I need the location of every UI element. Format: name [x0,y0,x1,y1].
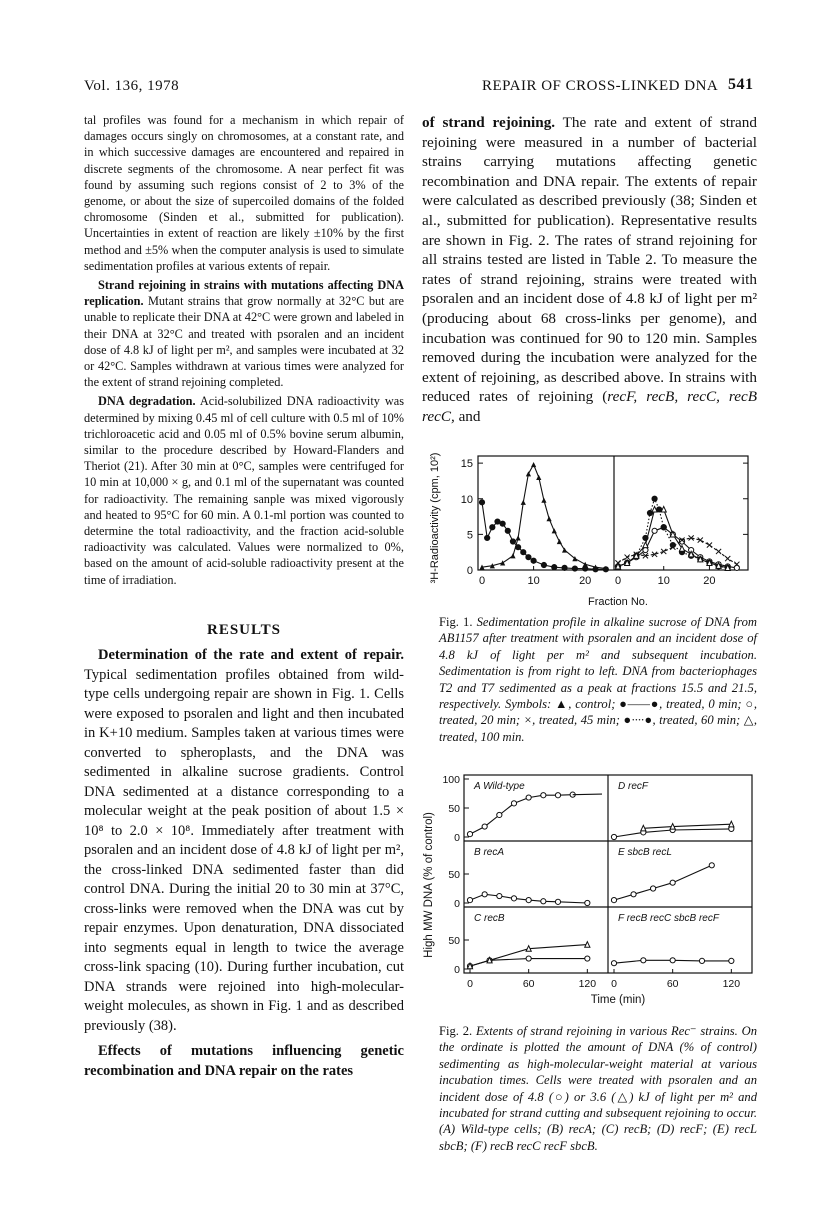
fig1-data-point [521,500,526,505]
fig2-data-point [526,795,531,800]
fig1-data-point [541,562,546,567]
fig1-data-point [643,542,648,548]
fig2-xlabel: Time (min) [590,994,646,1006]
fig1-data-point [510,539,515,544]
fig1-data-point [510,553,515,558]
fig1-data-point [661,549,666,554]
fig2-data-point [699,958,704,963]
fig1-ytick-label: 10 [460,493,473,506]
fig1-data-point [652,496,657,501]
fig2-data-point [611,898,616,903]
fig1-data-point [583,566,588,571]
fig1-data-point [546,516,551,521]
fig1-data-point [557,539,562,544]
fig2-data-point [641,958,646,963]
heading-degradation: DNA degradation. [98,394,196,409]
fig1-data-point [572,566,577,571]
fig1-data-point [516,545,521,550]
heading-mutations: Effects of mutations influencing genetic recombination and DNA repair on the rates [84,1043,404,1079]
fig2-data-point [555,899,560,904]
paragraph-rate-extent: Determination of the rate and extent of repair. Typical sedimentation profiles obtained from wild-type cells undergoing repair are shown in Fig. 1. Cells were exposed to psoralen and light and then incubated in K+10 medium. Samples taken at various times were converted to spheroplasts, and the DNA was sedimented in alkaline sucrose gradients. Control DNA sedimented at a distance corresponding to a molecular weight at the peak position of about 1.5 × 10⁸ to 2.0 × 10⁸. Immediately after treatment with psoralen and an incident dose of 4.8 kJ of light per m², the cross-linked DNA sedimented faster than did control DNA. During the initial 20 to 30 min at 37°C, cross-links were removed when the DNA was cut by repair enzymes. Upon denaturation, DNA dissociated into segments equal in length to twice the average cross-link spacing (10). During further incubation, cut DNA strands were rejoined into high-molecular-weight molecules, as shown in Fig. 1 and as described previously (38). [84,647,404,1034]
fig2-data-point [729,958,734,963]
fig2-data-point [541,899,546,904]
fig2-xtick-label: 120 [722,978,741,990]
fig2-data-point [670,880,675,885]
fig2-data-point [611,961,616,966]
left-column [84,112,404,1081]
fig2-caption-label: Fig. 2. [439,1024,473,1038]
fig1-ytick-label: 0 [466,565,473,577]
running-header-volume: Vol. 136, 1978 [84,78,180,94]
fig1-frame [478,456,748,570]
fig1-data-point [526,555,531,560]
fig2-ytick-label: 100 [442,774,460,786]
fig1-data-point [652,506,657,512]
fig2-xtick-label: 60 [522,978,535,990]
fig2-data-point [497,893,502,898]
fig2-panel-label: C recB [474,913,505,924]
fig2-data-point [482,892,487,897]
fig1-xtick-left-label: 10 [527,575,540,587]
fig1-data-point [725,556,730,561]
fig2-ytick-label: 50 [448,935,460,947]
fig1-ytick-label: 5 [466,529,473,542]
fig2-data-point [541,793,546,798]
fig1-data-point [536,475,541,480]
fig1-xtick-right-label: 0 [614,575,622,587]
figure-2 [418,773,763,1028]
paragraph-replication: Strand rejoining in strains with mutations affecting DNA replication. Mutant strains that grow normally at 32°C but are unable to replicate their DNA at 42°C were grown and labeled in their DNA at 32°C and treated with psoralen and an incident dose of 4.8 kJ of light per m², and samples were incubated at 32 or 42°C. Samples withdrawn at various times were analyzed for the extent of strand rejoining completed. [84,278,404,390]
fig1-caption-label: Fig. 1. [439,615,473,629]
fig2-panel-label: A Wild-type [474,781,525,792]
fig1-data-point [485,535,490,540]
fig1-data-point [521,550,526,555]
fig2-panel-label: F recB recC sbcB recF [618,913,719,924]
fig2-xtick-label: 0 [467,978,473,990]
fig2-data-point [585,900,590,905]
fig2-data-point [611,834,616,839]
fig1-data-point [490,525,495,530]
fig2-ytick-label: 50 [448,869,460,881]
fig1-series-line [482,502,606,569]
fig2-panel-label: D recF [618,781,648,792]
figure-1-caption: Fig. 1. Sedimentation profile in alkaline sucrose of DNA from AB1157 after treatment with psoralen and an incident dose of 4.8 kJ of light per m² and subsequent incubation. Sedimentation is from right to left. DNA from bacteriophages T2 and T7 sedimented as a peak at fractions 15.5 and 21.5, respectively. Symbols: ▲, control; ●——●, treated, 0 min; ○, treated, 20 min; ×, treated, 45 min; ●····●, treated, 60 min; △, treated, 100 min. [439,615,757,744]
fig2-data-point [467,832,472,837]
fig1-xlabel: Fraction No. [588,596,648,608]
paragraph-strand-rejoining: of strand rejoining. The rate and extent of strand rejoining were measured in a number of bacterial strains carrying mutations affecting genetic recombination and DNA repair. The extents of repair were calculated as described previously (38; Sinden et al., submitted for publication). Representative results are shown in Fig. 2. The rates of strand rejoining for all strains tested are listed in Table 2. To measure the rates of strand rejoining, strains were treated with psoralen and an incident dose of 4.8 kJ of light per m² (producing about 68 cross-links per genome), and incubation was continued for 90 to 120 min. Samples removed during the incubation were analyzed for the extent of rejoining, as described above. In strains with reduced rates of rejoining (recF, recB, recC, recB recC, and [422,114,757,425]
fig2-data-point [670,824,675,830]
fig1-ytick-label: 15 [460,458,473,471]
fig2-data-point [526,946,531,952]
results-heading: RESULTS [207,621,281,638]
fig2-series-line [643,824,731,828]
fig2-data-point [709,863,714,868]
fig1-data-point [603,567,608,572]
fig2-data-point [585,956,590,961]
fig1-data-point [552,565,557,570]
fig2-data-point [526,956,531,961]
fig1-series-line [482,465,606,569]
fig2-series-line [614,865,712,900]
fig2-data-point [467,898,472,903]
fig2-panel-label: E sbcB recL [618,847,672,858]
fig1-data-point [531,462,536,467]
fig1-data-point [526,471,531,476]
fig1-data-point [661,506,666,512]
fig1-data-point [661,525,666,530]
fig1-data-point [552,528,557,533]
fig1-data-point [541,498,546,503]
figure-2-caption: Fig. 2. Extents of strand rejoining in various Rec⁻ strains. On the ordinate is plotted the amount of DNA (% of control) sedimenting as high-molecular-weight material at various incubation times. Cells were treated with psoralen and an incident dose of 4.8 (○) or 3.6 (△) kJ of light per m² and incubated for strand cutting and subsequent rejoining to occur. (A) Wild-type cells; (B) recA; (C) recB; (D) recF; (E) recL sbcB; (F) recB recC recF sbcB. [439,1024,757,1153]
fig1-data-point [531,558,536,563]
fig1-xtick-left-label: 20 [579,575,592,587]
fig2-data-point [511,896,516,901]
fig2-panel-label: B recA [474,847,505,858]
fig1-ylabel: ³H-Radioactivity (cpm, 10²) [429,452,441,584]
fig2-data-point [526,898,531,903]
fig1-data-point [716,549,721,554]
fig2-ytick-label: 0 [454,898,460,910]
fig2-ytick-label: 50 [448,803,460,815]
fig1-xtick-left-label: 0 [478,575,486,587]
paragraph-degradation: DNA degradation. Acid-solubilized DNA radioactivity was determined by mixing 0.45 ml of cell culture with 0.5 ml of 10% trichloroacetic acid and 0.05 ml of 0.5% bovine serum albumin, similar to the procedure described by Howard-Flanders and Theriot (21). After 30 min at 0°C, samples were centrifuged for 10 min at 10,000 × g, and 0.1 ml of the supernatant was counted for radioactivity. The remaining sanple was mixed vigorously and heated to 95°C for 60 min. A 0.1-ml portion was counted to determine the total radioactivity, and the fraction acid-soluble radioactivity was calculated. Values were normalized to 0%, based on the amount of acid-soluble radioactivity present at the time of irradiation. [84,394,404,587]
fig1-data-point [479,500,484,505]
fig2-data-point [585,942,590,948]
fig1-data-point [670,542,675,547]
fig1-data-point [495,519,500,524]
fig2-data-point [482,824,487,829]
running-header-title: REPAIR OF CROSS-LINKED DNA [482,78,719,94]
fig2-data-point [497,812,502,817]
fig1-data-point [562,565,567,570]
fig2-xtick-label: 120 [578,978,597,990]
fig2-data-point [729,821,734,827]
fig2-data-point [555,793,560,798]
fig1-data-point [593,567,598,572]
fig1-data-point [516,535,521,540]
fig2-data-point [641,825,646,831]
fig2-ytick-label: 0 [454,832,460,844]
fig1-data-point [500,521,505,526]
fig2-series-line [573,794,602,795]
fig1-data-point [652,528,657,533]
page-number: 541 [728,76,754,93]
fig2-data-point [651,886,656,891]
fig2-xtick-label: 60 [666,978,679,990]
fig1-xtick-right-label: 20 [703,575,716,587]
figure-1 [418,450,763,615]
fig2-ylabel: High MW DNA (% of control) [423,812,435,958]
heading-mutations-cont: of strand rejoining. [422,114,556,131]
right-column [422,113,757,427]
fig2-data-point [511,801,516,806]
fig2-data-point [670,958,675,963]
fig2-xtick-label: 0 [611,978,617,990]
paragraph-continued: tal profiles was found for a mechanism in which repair of damages occurs singly on chromosomes, at a constant rate, and in which successive damages are encountered and repaired in discrete segments of the chromosome. A near perfect fit was found by assuming such regions consist of 2 to 3% of the genome, or about the size of supercoiled domains of the folded chromosome (Sinden et al., submitted for publication). Uncertainties in extent of reaction are likely ±10% by the first method and ±5% when the computer analysis is used to simulate sedimentation profiles at various extents of repair. [84,113,404,273]
heading-rate-extent: Determination of the rate and extent of repair. [98,647,404,664]
fig1-xtick-right-label: 10 [657,575,670,587]
fig2-data-point [631,892,636,897]
fig1-data-point [643,547,648,552]
fig1-data-point [707,542,712,547]
fig1-data-point [562,547,567,552]
fig2-ytick-label: 0 [454,964,460,976]
heading-replication: Strand rejoining in strains with mutations affecting DNA replication. [84,278,404,309]
fig1-data-point [505,528,510,533]
